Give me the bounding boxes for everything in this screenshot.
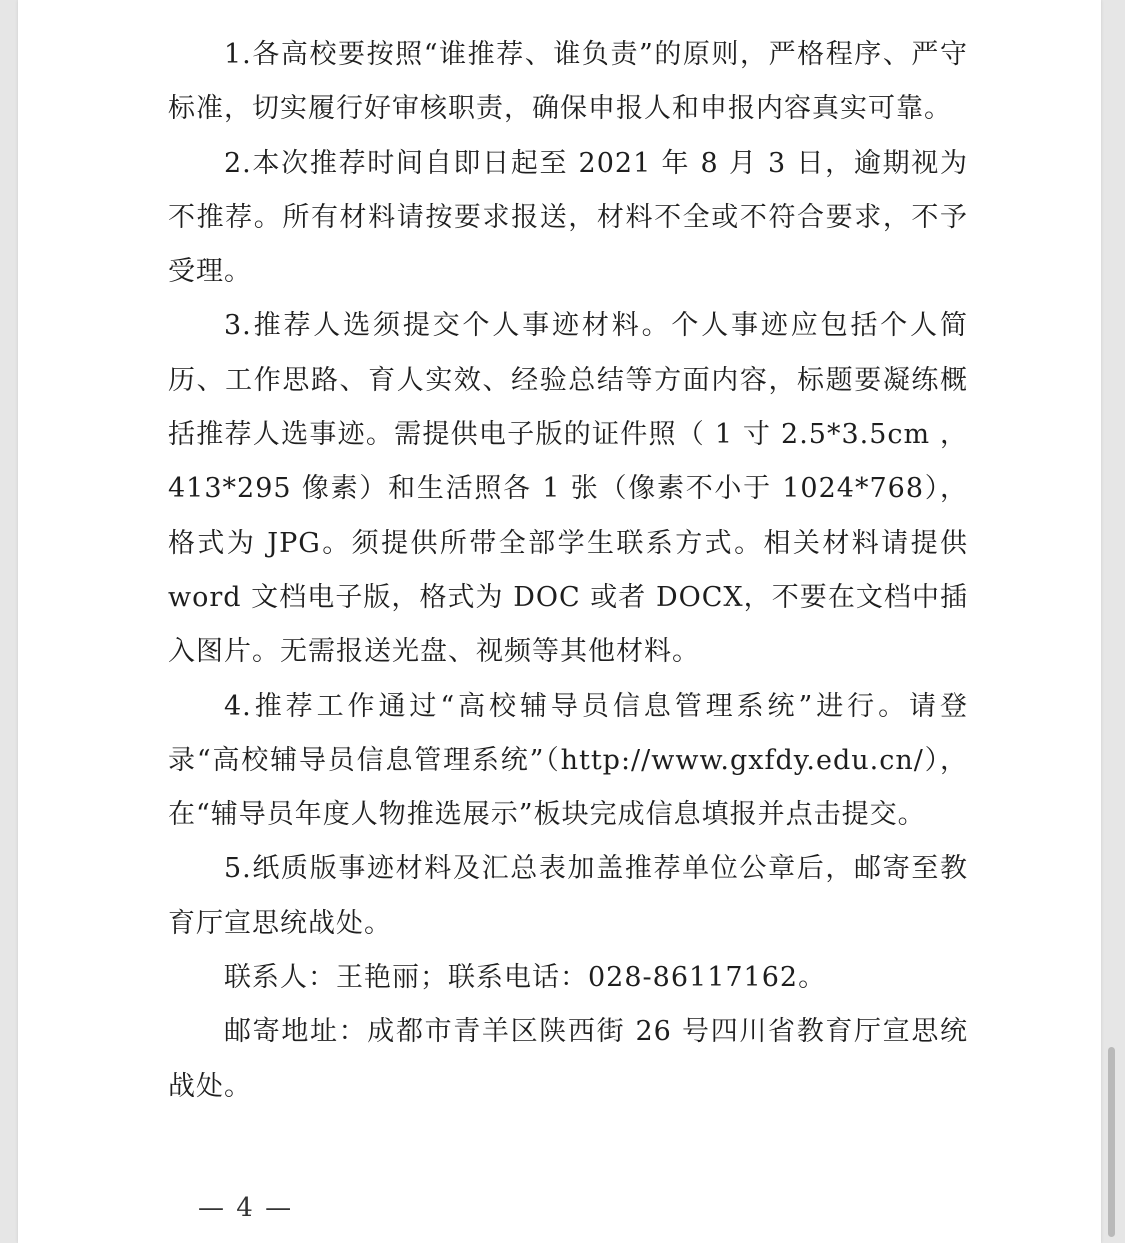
document-page bbox=[18, 0, 1101, 1243]
paragraph-3: 3.推荐人选须提交个人事迹材料。个人事迹应包括个人简历、工作思路、育人实效、经验总结等方面内容，标题要凝练概括推荐人选事迹。需提供电子版的证件照（ 1 寸 2.5*3.5cm ，413*295 像素）和生活照各 1 张（像素不小于 1024*768），格式为 JPG。须提供所带全部学生联系方式。相关材料请提供 word 文档电子版，格式为 DOC 或者 DOCX，不要在文档中插入图片。无需报送光盘、视频等其他材料。 bbox=[168, 310, 968, 668]
page-number: — 4 — bbox=[198, 1193, 294, 1223]
vertical-scrollbar[interactable] bbox=[1108, 1047, 1115, 1237]
paragraph-2: 2.本次推荐时间自即日起至 2021 年 8 月 3 日，逾期视为不推荐。所有材料请按要求报送，材料不全或不符合要求，不予受理。 bbox=[168, 147, 968, 288]
paragraph-5: 5.纸质版事迹材料及汇总表加盖推荐单位公章后，邮寄至教育厅宣思统战处。 bbox=[168, 853, 968, 939]
paragraph-4: 4.推荐工作通过“高校辅导员信息管理系统”进行。请登录“高校辅导员信息管理系统”（http://www.gxfdy.edu.cn/）， 在“辅导员年度人物推选展示”板块完成信息填报并点击提交。 bbox=[168, 690, 968, 831]
mailing-address: 邮寄地址：成都市青羊区陕西街 26 号四川省教育厅宣思统战处。 bbox=[168, 1016, 968, 1102]
contact-line: 联系人：王艳丽；联系电话：028-86117162。 bbox=[224, 962, 827, 994]
page-content bbox=[168, 28, 968, 1114]
paragraph-1: 1.各高校要按照“谁推荐、谁负责”的原则，严格程序、严守标准，切实履行好审核职责，确保申报人和申报内容真实可靠。 bbox=[168, 39, 968, 125]
